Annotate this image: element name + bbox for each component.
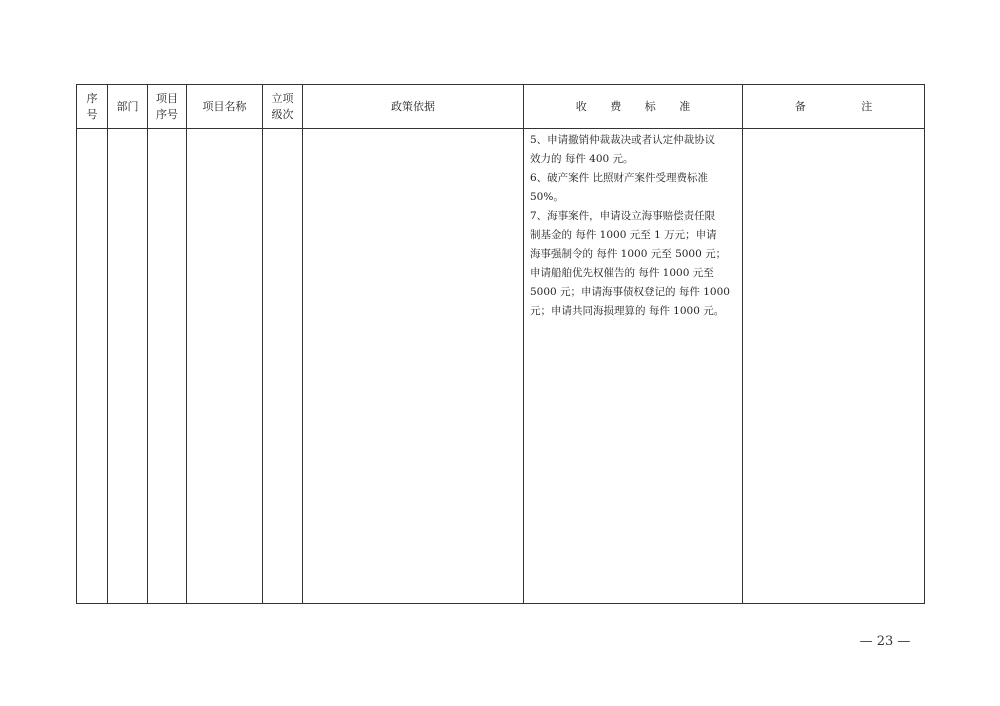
header-seq-line1: 序 [86, 91, 98, 105]
fee-line: 5000 元；申请海事债权登记的 每件 1000 [530, 286, 730, 298]
cell-seq [77, 129, 108, 604]
fee-line: 申请船舶优先权催告的 每件 1000 元至 [530, 267, 714, 279]
fee-line: 7、海事案件，申请设立海事赔偿责任限 [530, 210, 716, 222]
header-seq [77, 85, 108, 129]
cell-level [263, 129, 303, 604]
header-level-line2: 级次 [271, 107, 294, 121]
fee-table [76, 84, 925, 604]
header-level-line1: 立项 [271, 91, 294, 105]
header-item-seq [148, 85, 187, 129]
cell-dept [108, 129, 148, 604]
header-seq-line2: 号 [86, 107, 98, 121]
cell-remarks [743, 129, 925, 604]
header-item-name-label: 项目名称 [202, 99, 247, 113]
header-remarks-label: 备 注 [794, 99, 899, 113]
header-remarks [743, 85, 925, 129]
page-number: — 23 — [859, 634, 911, 649]
cell-item-name [187, 129, 263, 604]
table-row [77, 129, 925, 604]
fee-line: 海事强制令的 每件 1000 元至 5000 元； [530, 248, 727, 260]
header-level [263, 85, 303, 129]
fee-line: 效力的 每件 400 元。 [530, 153, 634, 165]
header-policy [303, 85, 524, 129]
cell-fee-standard [524, 129, 743, 604]
header-fee-standard-label: 收 费 标 准 [575, 99, 701, 113]
cell-item-seq [148, 129, 187, 604]
fee-standard-text [524, 129, 742, 321]
header-dept [108, 85, 148, 129]
header-dept-label: 部门 [116, 99, 139, 113]
fee-line: 50%。 [530, 191, 564, 203]
header-fee-standard [524, 85, 743, 129]
header-item-seq-line1: 项目 [156, 91, 178, 105]
fee-line: 5、申请撤销仲裁裁决或者认定仲裁协议 [530, 134, 716, 146]
header-item-seq-line2: 序号 [156, 107, 178, 121]
header-row [77, 85, 925, 129]
fee-line: 制基金的 每件 1000 元至 1 万元；申请 [530, 229, 717, 241]
fee-line: 6、破产案件 比照财产案件受理费标准 [530, 172, 709, 184]
fee-line: 元；申请共同海损理算的 每件 1000 元。 [530, 305, 725, 317]
cell-policy [303, 129, 524, 604]
header-policy-label: 政策依据 [391, 99, 435, 113]
header-item-name [187, 85, 263, 129]
